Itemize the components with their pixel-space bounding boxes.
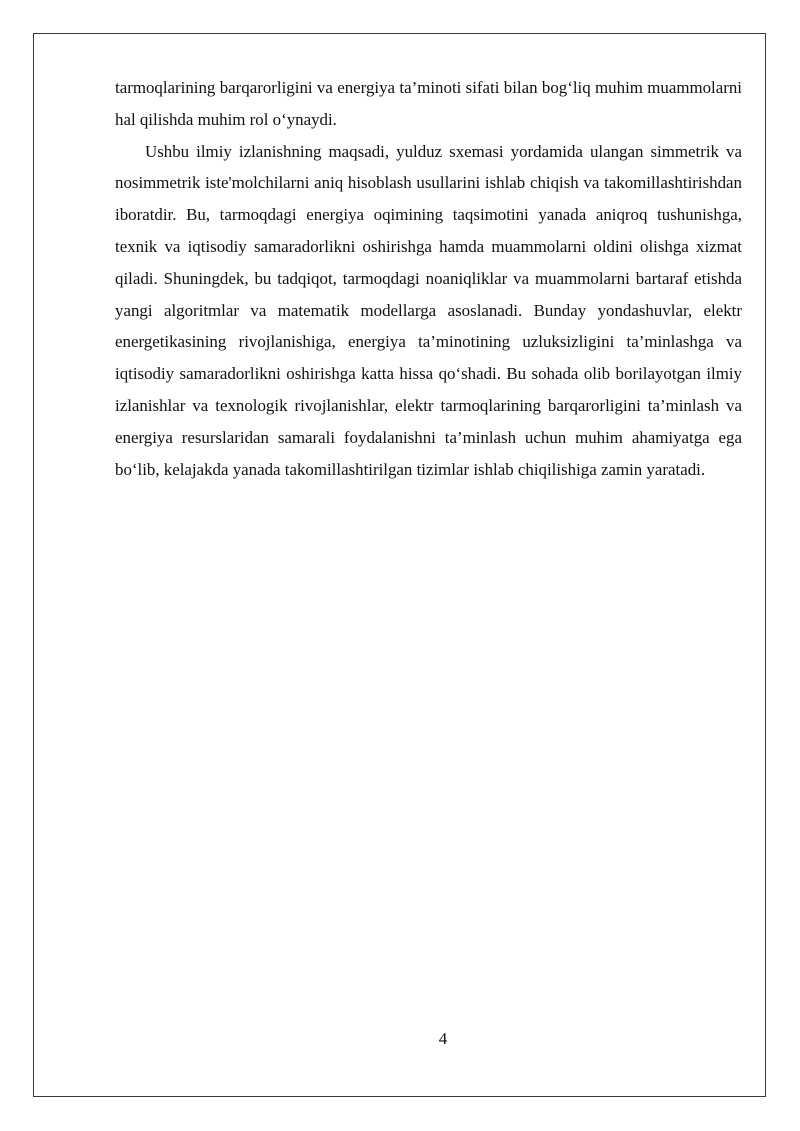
paragraph-continuation: tarmoqlarining barqarorligini va energiya ta’minoti sifati bilan bog‘liq muhim muammolarni hal qilishda muhim rol o‘ynaydi. [115,78,742,129]
document-body [115,72,742,485]
paragraph-research-goal: Ushbu ilmiy izlanishning maqsadi, yulduz sxemasi yordamida ulangan simmetrik va nosimmetrik iste'molchilarni aniq hisoblash usullarini ishlab chiqish va takomillashtirishdan iboratdir. Bu, tarmoqdagi energiya oqimining taqsimotini yanada aniqroq tushunishga, texnik va iqtisodiy samaradorlikni oshirishga hamda muammolarni oldini olishga xizmat qiladi. Shuningdek, bu tadqiqot, tarmoqdagi noaniqliklar va muammolarni bartaraf etishda yangi algoritmlar va matematik modellarga asoslanadi. Bunday yondashuvlar, elektr energetikasining rivojlanishiga, energiya ta’minotining uzluksizligini ta’minlashga va iqtisodiy samaradorlikni oshirishga katta hissa qo‘shadi. Bu sohada olib borilayotgan ilmiy izlanishlar va texnologik rivojlanishlar, elektr tarmoqlarining barqarorligini ta’minlash va energiya resurslaridan samarali foydalanishni ta’minlash uchun muhim ahamiyatga ega bo‘lib, kelajakda yanada takomillashtirilgan tizimlar ishlab chiqilishiga zamin yaratadi. [115,141,742,479]
page-number: 4 [438,1029,448,1048]
